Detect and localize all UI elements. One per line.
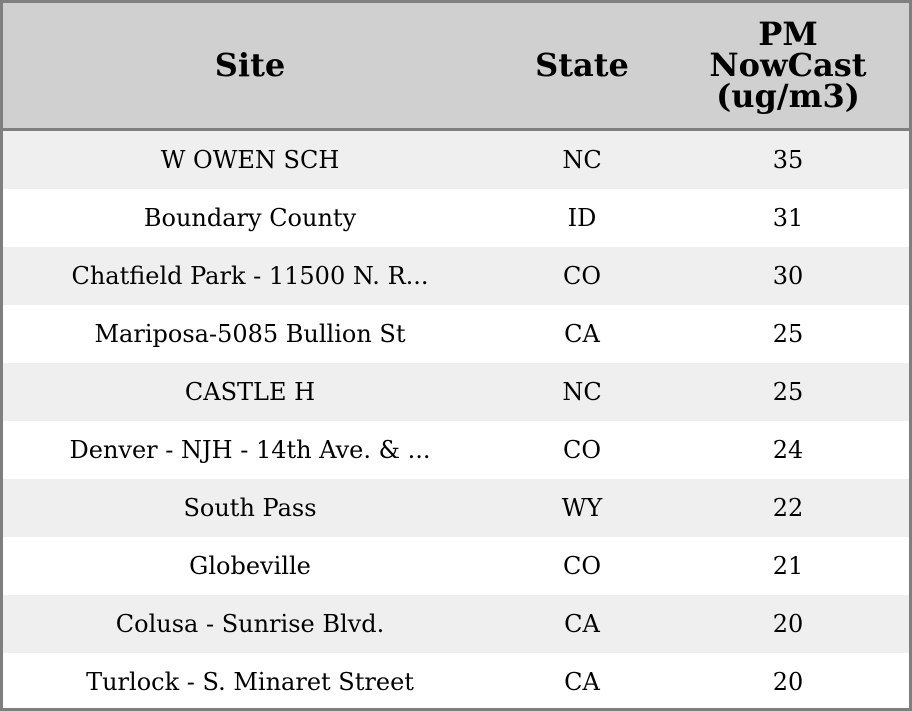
state-cell: CO	[562, 552, 602, 580]
table-row	[3, 247, 909, 305]
site-cell: Colusa - Sunrise Blvd.	[115, 610, 385, 638]
table-row	[3, 131, 909, 189]
table-row	[3, 537, 909, 595]
table-row	[3, 189, 909, 247]
site-cell: Denver - NJH - 14th Ave. & ...	[69, 436, 431, 464]
site-cell: W OWEN SCH	[160, 146, 340, 174]
site-cell: Mariposa-5085 Bullion St	[94, 320, 406, 348]
state-cell: WY	[561, 494, 603, 522]
pm-nowcast-cell: 25	[772, 378, 804, 406]
pm-nowcast-cell: 20	[772, 668, 804, 696]
table-row	[3, 479, 909, 537]
state-cell: CA	[564, 320, 600, 348]
pm-nowcast-cell: 31	[772, 204, 804, 232]
pm-nowcast-cell: 22	[772, 494, 804, 522]
state-cell: CO	[562, 436, 602, 464]
site-cell: Boundary County	[143, 204, 357, 232]
state-cell: CA	[564, 610, 600, 638]
site-cell: Chatfield Park - 11500 N. R...	[71, 262, 429, 290]
state-cell: CA	[564, 668, 600, 696]
pm-nowcast-cell: 25	[772, 320, 804, 348]
site-cell: CASTLE H	[184, 378, 316, 406]
pm-nowcast-cell: 35	[772, 146, 804, 174]
pm-nowcast-cell: 21	[772, 552, 804, 580]
column-header-site: Site	[214, 46, 286, 84]
site-cell: Globeville	[189, 552, 311, 580]
column-header-state: State	[535, 46, 629, 84]
pm-nowcast-cell: 30	[772, 262, 804, 290]
state-cell: CO	[562, 262, 602, 290]
table-header	[3, 3, 909, 131]
table-row	[3, 363, 909, 421]
table-row	[3, 305, 909, 363]
pm-nowcast-cell: 20	[772, 610, 804, 638]
column-header-pm-nowcast: PM NowCast (ug/m3)	[709, 15, 867, 115]
table-row	[3, 653, 909, 711]
table-row	[3, 595, 909, 653]
state-cell: NC	[562, 378, 602, 406]
pm-nowcast-cell: 24	[772, 436, 804, 464]
site-cell: Turlock - S. Minaret Street	[86, 668, 414, 696]
state-cell: ID	[567, 204, 597, 232]
table-row	[3, 421, 909, 479]
state-cell: NC	[562, 146, 602, 174]
site-cell: South Pass	[183, 494, 317, 522]
